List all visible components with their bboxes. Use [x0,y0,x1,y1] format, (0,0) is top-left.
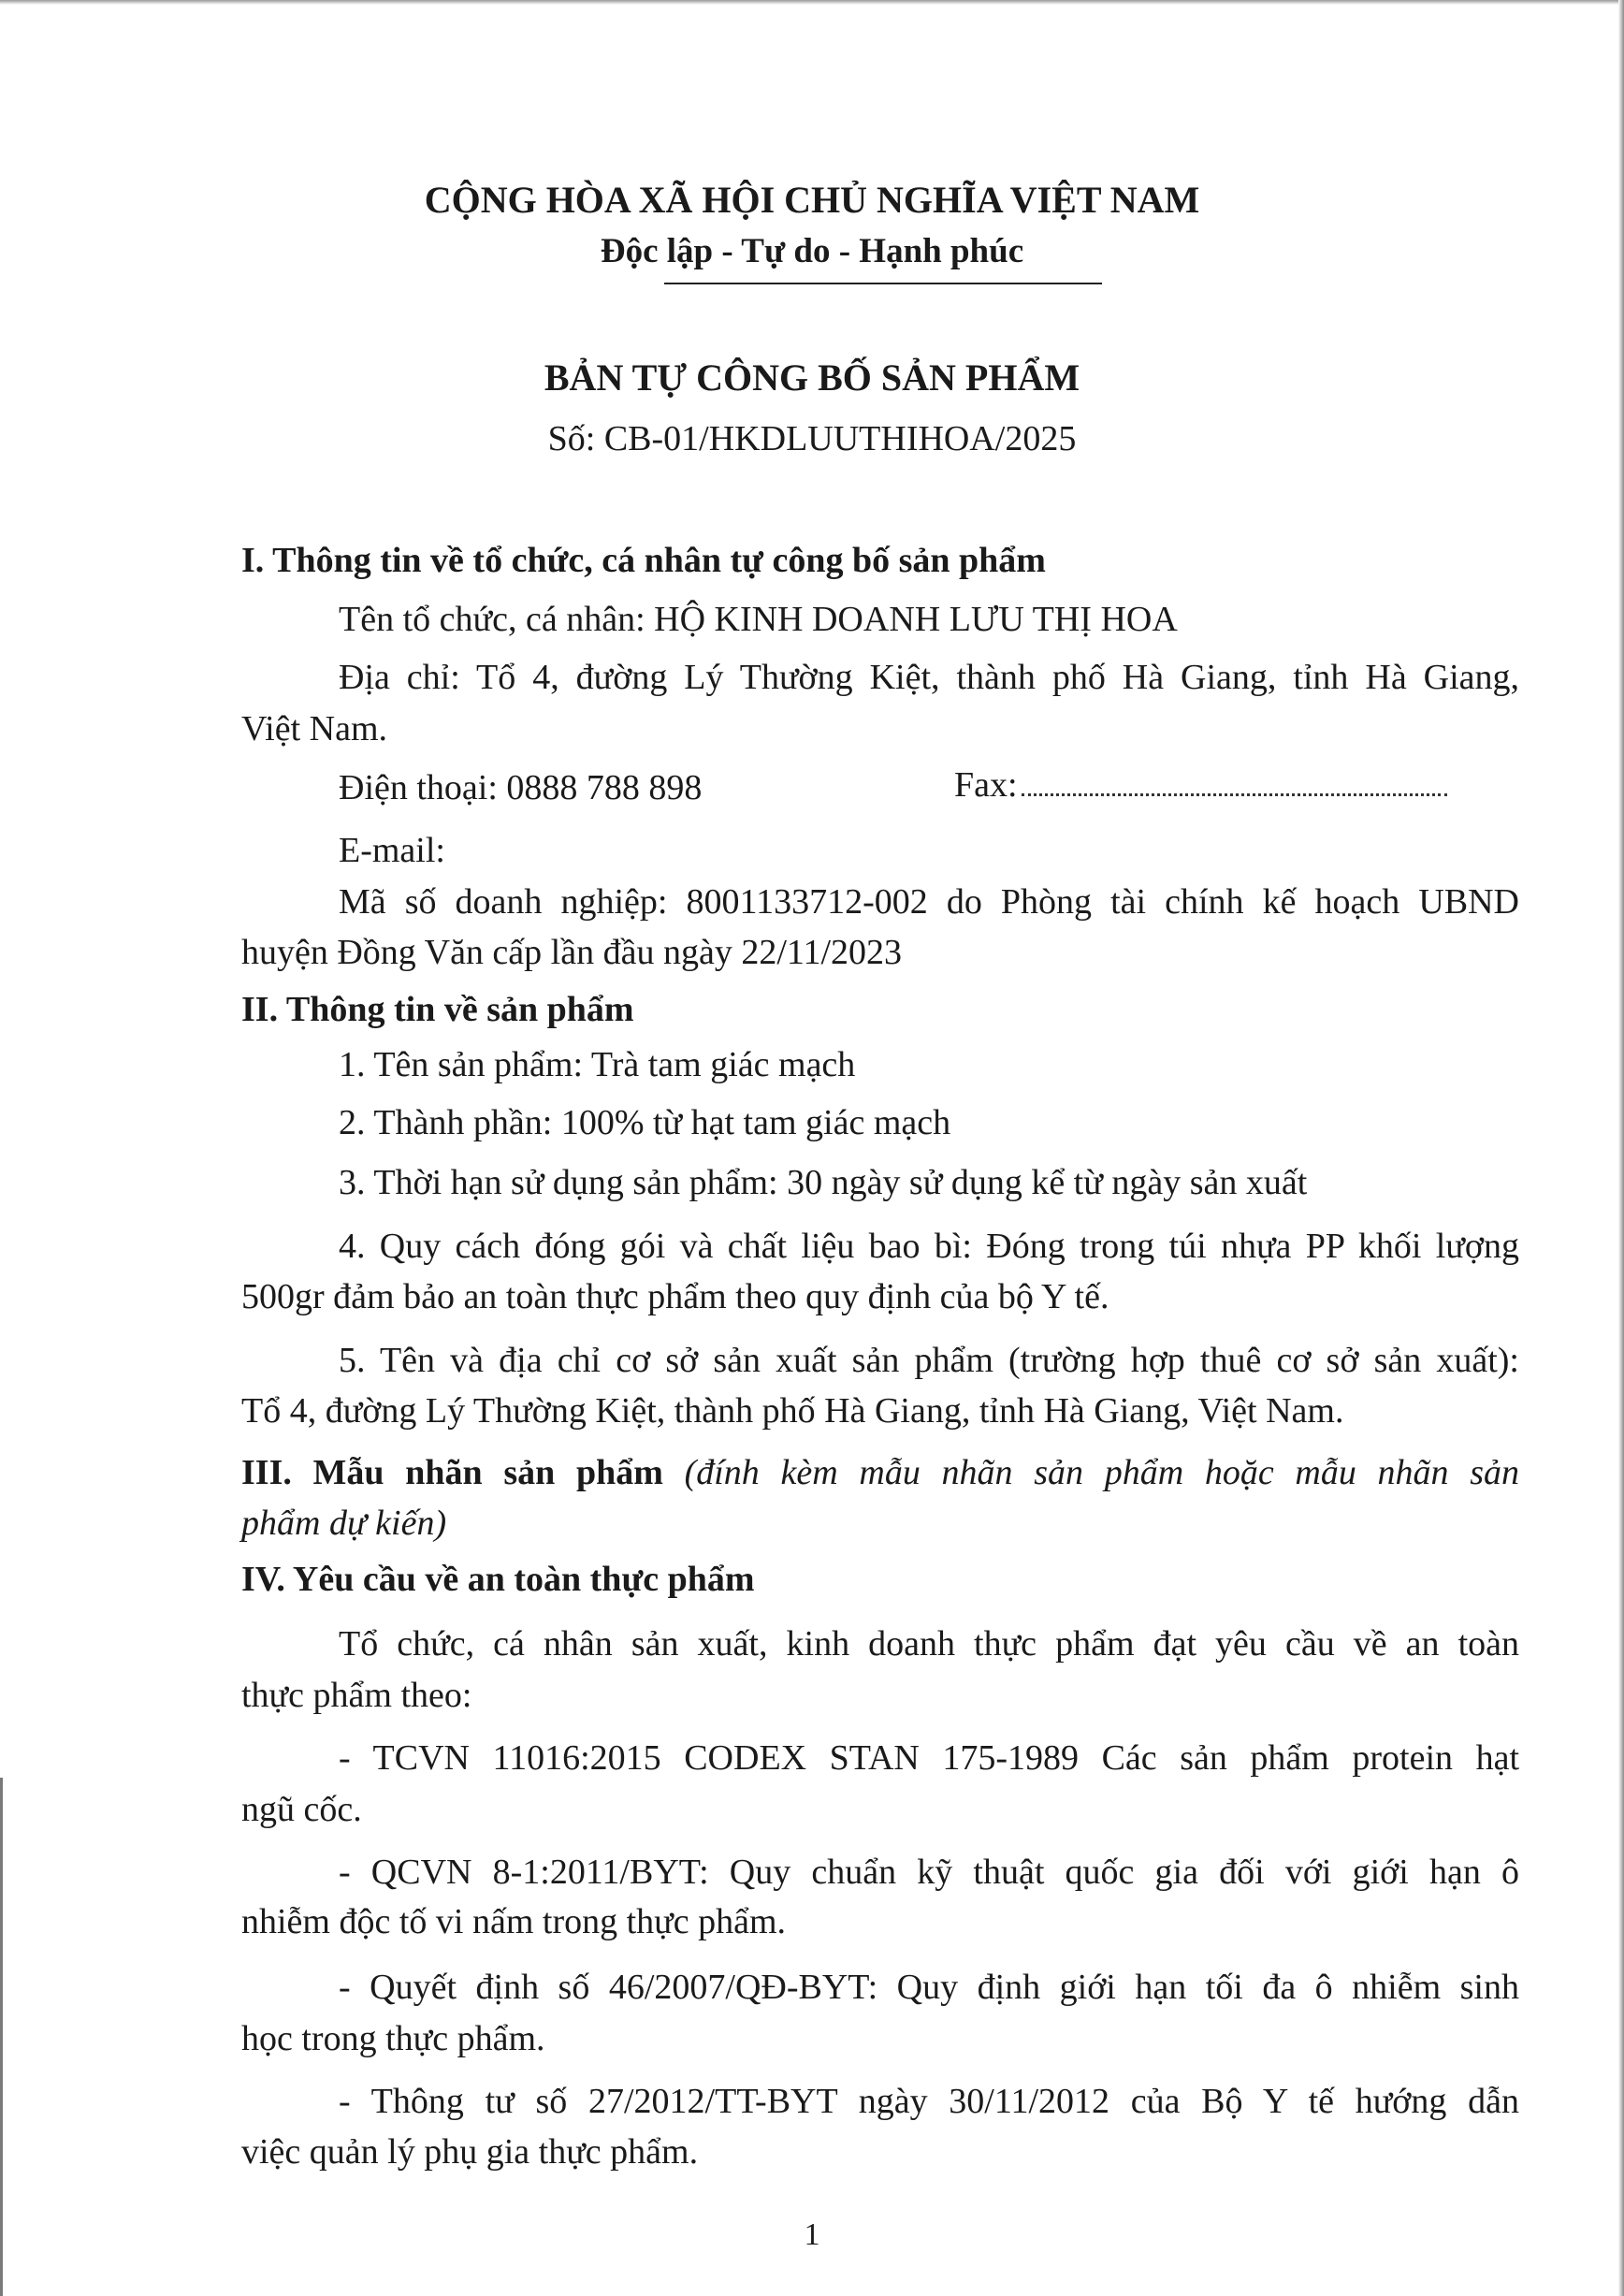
fax-dotted-blank [1022,765,1447,796]
standard-2-line1: - QCVN 8-1:2011/BYT: Quy chuẩn kỹ thuật quốc gia đối với giới hạn ô [339,1853,1519,1892]
business-code-line2: huyện Đồng Văn cấp lần đầu ngày 22/11/2023 [241,933,903,972]
section4-heading: IV. Yêu cầu về an toàn thực phẩm [241,1560,755,1599]
product-item-5-line1: 5. Tên và địa chỉ cơ sở sản xuất sản phẩm (trường hợp thuê cơ sở sản xuất): [339,1341,1519,1380]
section3-heading-line [241,1450,1519,1495]
section4-intro-line1: Tổ chức, cá nhân sản xuất, kinh doanh thực phẩm đạt yêu cầu về an toàn [339,1624,1519,1664]
email-label: E-mail: [339,831,445,870]
address-line1: Địa chỉ: Tổ 4, đường Lý Thường Kiệt, thành phố Hà Giang, tỉnh Hà Giang, [339,658,1519,697]
phone: Điện thoại: 0888 788 898 [339,768,703,807]
standard-3-line1: - Quyết định số 46/2007/QĐ-BYT: Quy định giới hạn tối đa ô nhiễm sinh [339,1968,1519,2007]
scan-edge [0,0,1624,5]
section1-heading: I. Thông tin về tổ chức, cá nhân tự công bố sản phẩm [241,541,1046,580]
product-item-4-line2: 500gr đảm bảo an toàn thực phẩm theo quy định của bộ Y tế. [241,1277,1109,1316]
product-item-3: 3. Thời hạn sử dụng sản phẩm: 30 ngày sử dụng kể từ ngày sản xuất [339,1163,1308,1202]
header-rule [664,283,1102,284]
org-name: Tên tổ chức, cá nhân: HỘ KINH DOANH LƯU THỊ HOA [339,600,1178,639]
fax-label: Fax: [954,765,1018,805]
page-number: 1 [804,2217,820,2252]
section4-intro-line2: thực phẩm theo: [241,1676,472,1715]
document-number: Số: CB-01/HKDLUUTHIHOA/2025 [547,419,1077,458]
fax-field [954,763,1447,807]
section3-note-line2: phẩm dự kiến) [241,1504,447,1543]
standard-2-line2: nhiễm độc tố vi nấm trong thực phẩm. [241,1902,787,1941]
document-title: BẢN TỰ CÔNG BỐ SẢN PHẨM [544,356,1080,399]
product-item-4-line1: 4. Quy cách đóng gói và chất liệu bao bì: Đóng trong túi nhựa PP khối lượng [339,1227,1519,1266]
standard-4-line1: - Thông tư số 27/2012/TT-BYT ngày 30/11/2012 của Bộ Y tế hướng dẫn [339,2082,1519,2121]
standard-3-line2: học trong thực phẩm. [241,2019,545,2058]
section3-note: (đính kèm mẫu nhãn sản phẩm hoặc mẫu nhãn sản [684,1453,1520,1492]
standard-4-line2: việc quản lý phụ gia thực phẩm. [241,2132,699,2172]
standard-1-line1: - TCVN 11016:2015 CODEX STAN 175-1989 Các sản phẩm protein hạt [339,1738,1519,1778]
product-item-1: 1. Tên sản phẩm: Trà tam giác mạch [339,1045,856,1084]
scan-edge [1618,0,1624,2296]
standard-1-line2: ngũ cốc. [241,1790,362,1829]
section3-heading: III. Mẫu nhãn sản phẩm [241,1453,663,1492]
address-line2: Việt Nam. [241,709,388,748]
section2-heading: II. Thông tin về sản phẩm [241,990,634,1029]
business-code-line1: Mã số doanh nghiệp: 8001133712-002 do Phòng tài chính kế hoạch UBND [339,882,1519,922]
product-item-2: 2. Thành phần: 100% từ hạt tam giác mạch [339,1103,951,1142]
country-header: CỘNG HÒA XÃ HỘI CHỦ NGHĨA VIỆT NAM [424,179,1200,221]
product-item-5-line2: Tổ 4, đường Lý Thường Kiệt, thành phố Hà Giang, tỉnh Hà Giang, Việt Nam. [241,1391,1344,1431]
motto: Độc lập - Tự do - Hạnh phúc [600,232,1024,270]
